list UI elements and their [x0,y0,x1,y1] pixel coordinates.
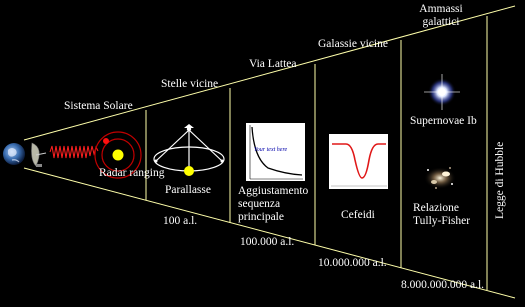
method-label-tully-fisher-1: Relazione [413,202,459,214]
method-label-tully-fisher-2: Tully-Fisher [413,215,471,227]
method-label-radar-ranging: Radar ranging [99,167,165,179]
region-label-galassie-vicine: Galassie vicine [318,38,388,50]
radar-dish-icon [32,143,47,167]
method-label-parallasse: Parallasse [165,184,211,196]
method-label-cefeidi: Cefeidi [341,209,375,221]
parallax-icon [154,124,224,176]
region-label-ammassi-1: Ammassi [419,3,463,15]
distance-label-100000: 100.000 a.l. [240,236,295,248]
method-label-supernovae: Supernovae Ib [410,115,477,127]
method-label-aggiustamento-3: principale [238,211,284,223]
hr-panel-placeholder-text: Your text here [254,147,288,153]
supernova-icon [424,74,460,110]
distance-label-10000000: 10.000.000 a.l. [318,257,387,269]
region-label-via-lattea: Via Lattea [249,58,297,70]
method-label-aggiustamento-1: Aggiustamento [238,185,309,197]
region-label-ammassi-2: galattici [422,16,460,28]
distance-label-8000000000: 8.000.000.000 a.l. [401,279,485,291]
region-label-legge-di-hubble: Legge di Hubble [494,141,506,219]
region-label-sistema-solare: Sistema Solare [64,100,133,112]
method-label-aggiustamento-2: sequenza [238,198,281,210]
galaxy-cluster-icon [424,167,456,189]
earth-icon [3,143,25,165]
region-label-stelle-vicine: Stelle vicine [161,78,219,90]
cepheid-lightcurve-panel [329,134,388,189]
distance-label-100: 100 a.l. [163,215,198,227]
radar-wave-icon [50,146,98,158]
